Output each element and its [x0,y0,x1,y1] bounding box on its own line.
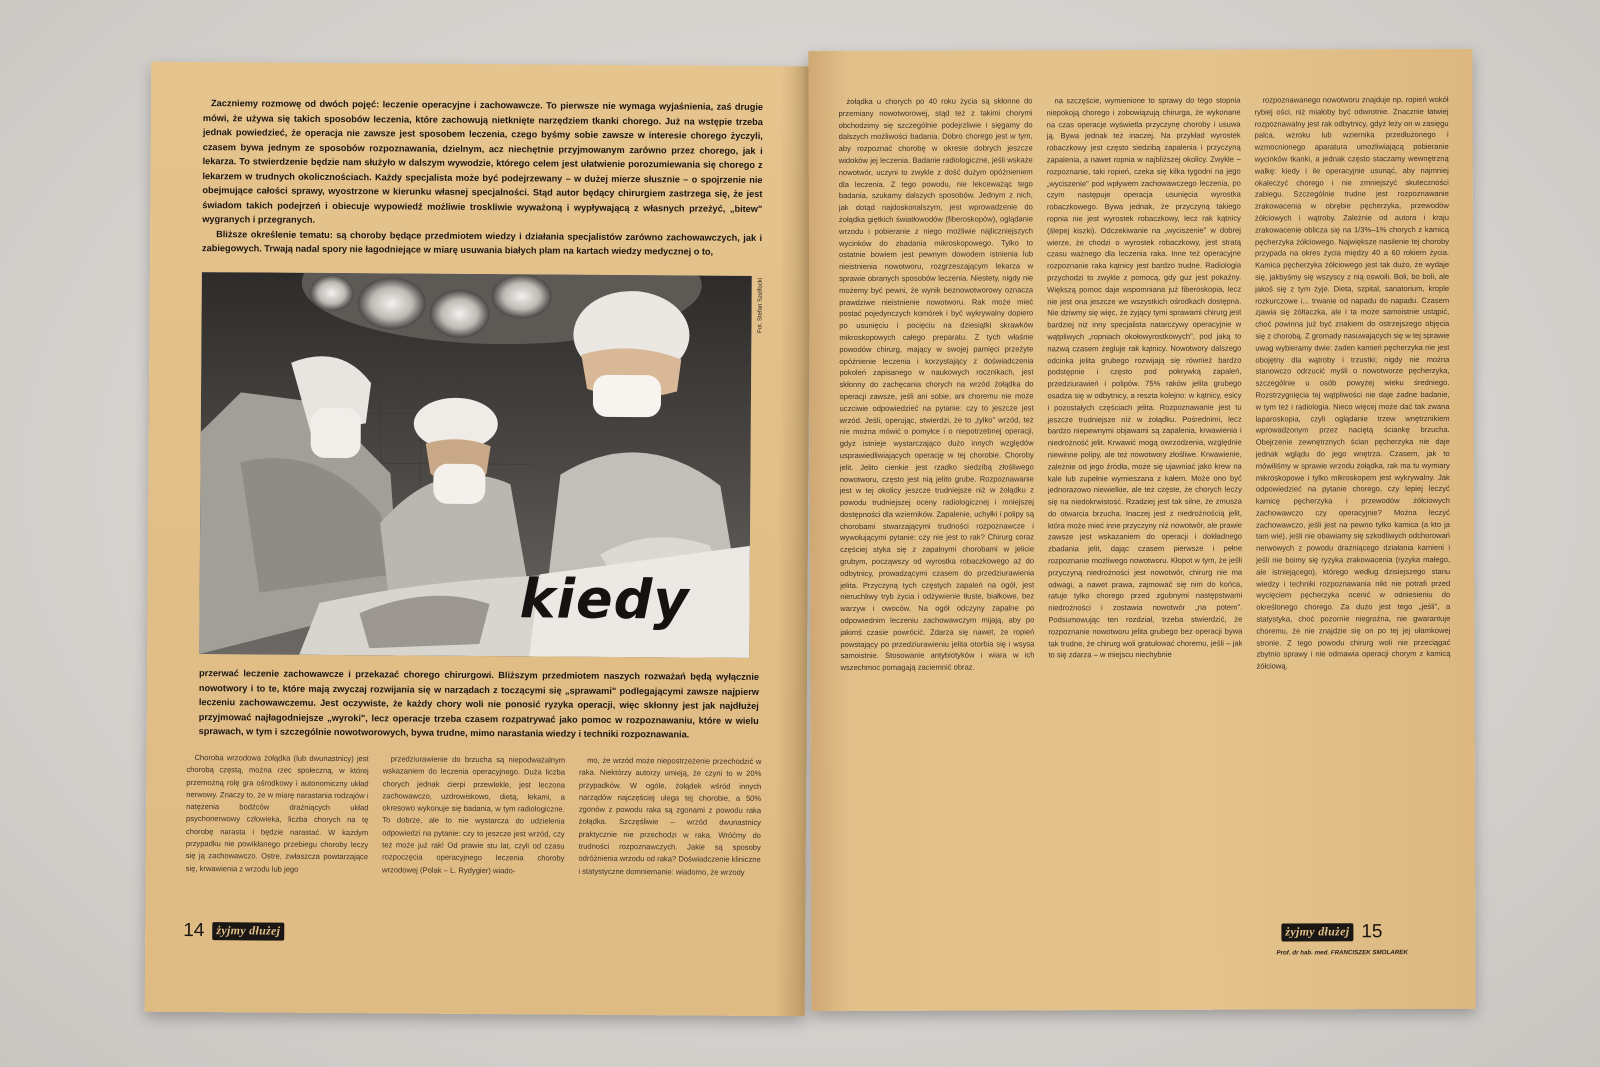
right-body-columns [838,94,1451,951]
subhead-paragraph: przerwać leczenie zachowawcze i przekazać chorego chirurgowi. Bliższym przedmiotem naszych rozważań będą wyłącznie nowotwory i to te, które mają zwyczaj rozwijania się w narządach z toczącymi się „sprawami" podlegającymi zawsze najpierw leczeniu zachowawczemu. Jest oczywiste, że każdy chory woli nie ponosić ryzyka operacji, więc skłonny jest jak najdłużej przyjmować najłagodniejsze „wyroki", lecz operacje trzeba czasem rozpatrywać jako pomoc w rozpoznawaniu, które w wielu sprawach, w tym i szczególnie nowotworowych, bywa trudne, mimo narastania wiedzy i techniki rozpoznawania. [198,668,760,740]
right-column-2: na szczęście, wymienione to sprawy do tego stopnia niepokoją chorego i zobowiązują chirurga, że wykonane na czas operacje wyświetla przyczynę choroby i usuwa ją. Bywa jednak też inaczej. Na przykład wyrostek robaczkowy jest często siedzibą zapalenia i przyczyną zapalenia, a nawet ropnia w najbliższej okolicy. Zwykle – rozpoznanie, taki ropień, czeka się kilka tygodni na jego „wyciszenie" pod wpływem zachowawczego leczenia, po czym następuje operacja usunięcia wyrostka robaczkowego. Bywa jednak, że przyczyną takiego ropnia nie jest wyrostek robaczkowy, lecz rak kątnicy (ślepej kiszki). Odczekiwanie na „wyciszenie" w dobrej wierze, że chodzi o wyrostek robaczkowy, jest stratą czasu ważnego dla leczenia raka. Inne też operacyjne rozpoznanie raka kątnicy jest bardzo trudne. Radiologia przychodzi to zwykle z pomocą, gdy guz jest pokaźny. Większą pomoc daje wspomniana już fiberoskopia, lecz nie jest ona jeszcze we wszystkich ośrodkach dostępna. Nie dziwmy się więc, że żyjący tymi sprawami chirurg jest bardziej niż inny specjalista natarczywy operacyjnie w wątpliwych „ropniach okołowyrostkowych", pod jaką to nazwą czasem żegluje rak kątnicy. Nowotwory dalszego odcinka jelita grubego rozwijają się również bardzo podstępnie i często pod pokrywką zapaleń, przedziurawień i polipów. 75% raków jelita grubego osadza się w odbytnicy, a reszta kolejno: w kątnicy, esicy i pozostałych częściach jelita. Rozpoznawanie jest tu jeszcze trudniejsze niż w żołądku. Pośrednimi, lecz bardzo niepewnymi objawami są zapalenia, krwawienia i niedrożność jelit. Krwawić mogą owrzodzenia, względnie niewinne polipy, ale też nowotwory złośliwe. Krwawienie, zależnie od jego źródła, może się ujawniać jako krew na kale lub zupełnie wymieszana z kałem. Może ono być jednorazowo niewielkie, ale też częste, że chorych leczy się na niedokrwistość. Rzadziej jest tak silne, że zmusza do otwarcia brzucha. Inaczej jest z niedrożnością jelit, która może mieć inne przyczyny niż nowotwór, ale prawie zawsze jest wskazaniem do operacji i dokładnego zbadania jelit, dając czasem pierwsze i pełne rozpoznanie możliwego nowotworu. Kłopot w tym, że jeśli przyczyną niedrożności jest nowotwór, chirurg nie ma odwagi, a nawet prawa, zajmować się nim do końca, ratuje tylko chorego przed zgubnymi następstwami niedrożności i zostawia nowotwór „na potem". Podsumowując ten rozdział, trzeba stwierdzić, że rozpoznanie nowotworu jelita grubego bez operacji bywa tak trudne, że chirurg woli gratulować choremu, jeśli – jak to się zdarza – w miejscu niechybnie [1046,95,1243,660]
lead-paragraph [202,96,763,259]
left-folio [183,920,284,943]
right-page [808,49,1475,1011]
page-number: 15 [1361,921,1383,943]
left-column-2: przedziurawienie do brzucha są niepodważalnym wskazaniem do leczenia operacyjnego. Duża liczba chorych jednak cierpi przewlekle, jest leczona zachowawczo, uzdrowiskowo, dietą, lekami, a okresowo wykonuje się badania, w tym radiologiczne. To dobrze, ale to nie wystarcza do udzielenia odpowiedzi na pytanie: czy to jeszcze jest wrzód, czy też może już rak! Od prawie stu lat, czyli od czasu rozpoczęcia operacyjnego leczenia choroby wrzodowej (Polak – L. Rydygier) wiado- [381,754,566,875]
left-page [145,62,812,1017]
magazine-logo: żyjmy dłużej [212,922,284,941]
headline: kiedy [519,567,690,632]
magazine-logo: żyjmy dłużej [1281,923,1353,941]
left-column-1: Choroba wrzodowa żołądka (lub dwunastnicy) jest chorobą częstą, można rzec społeczną, w której przemożną rolę gra ośrodkowy i autonomiczny układ nerwowy. Znaczy to, że w miarę narastania rodzajów i natężenia bodźców drażniących układ psychonerwowy człowieka, liczba chorych na tę chorobę narasta i będzie narastać. W każdym przypadku nie powikłanego przebiegu choroby leczy się ją zachowawczo. Ostre, zwłaszcza powtarzające się, krwawienia z wrzodu lub jego [185,753,369,874]
right-column-3: rozpoznawanego nowotworu znajduje np. ropień wokół rybiej ości, niż miałoby być odwrotnie. Znacznie łatwiej rozpoznawalny jest rak odbytnicy, gdyż leży on w zasięgu palca, wzroku lub wziernika przedłużonego i wzmocnionego aparatura umożliwiającą pobieranie wycinków tkanki, a jednak często staczamy wewnętrzną walkę: kiedy i ile operacyjnie usunąć, aby najmniej okaleczyć chorego i nie zmniejszyć skuteczności zabiegu. Szczególnie trudne jest rozpoznawanie zrakowacenia w obrębie pęcherzyka, przewodów żółciowych i wątroby. Zależnie od autora i kraju zrakowacenie oblicza się na 1/3%–1% chorych z kamicą pęcherzyka żółciowego. Największe nasilenie tej choroby przypada na okres życia między 40 a 60 rokiem życia. Kamica pęcherzyka żółciowego jest tak dużo, że wydaje się, jakbyśmy się wszyscy z nią oswoili. Boli, bo boli, ale jakoś się z tym żyje. Dieta, szpital, sanatorium, krople rozkurczowe i... trwanie od napadu do napadu. Czasem zjawia się żółtaczka, ale i ta może samoistnie ustąpić, choć powinna już być znakiem do ostrzejszego objęcia się z chorobą. Z gromady nasuwających się w tej sprawie uwag wybieramy dwie: żaden kamień pęcherzyka nie jest obojętny dla wątroby i trzustki; nigdy nie można stanowczo odrzucić myśli o nowotworze pęcherzyka, szczególnie u osób powyżej wieku średniego. Rozstrzygnięcia tej wątpliwości nie daje żadne badanie, w tym też i radiologia. Nieco więcej może dać tak zwana laparoskopia, czyli oglądanie trzew wnętrznikiem wprowadzonym przez naciętą ściankę brzucha. Obejrzenie zewnętrznych ścian pęcherzyka nie daje jednak wglądu do jego wnętrza. Czasem, jak to mówiliśmy w sprawie wrzodu żołądka, rak ma tu wymiary mikroskopowe i tylko mikroskopem jest wykrywalny. Jak odpowiedzieć na pytanie chorego, czy lepiej leczyć kamicę pęcherzyka i przewodów żółciowych zachowawczo czy operacyjnie? Można leczyć zachowawczo, jeśli jest na pewno tylko kamica (a kto ja tam wie), jeśli nie obawiamy się szkodliwych odchorowań nerwowych z powodu drażniącego działania kamieni i jeśli nie boimy się ryzyka zrakowacenia (ryzyka małego, ale istniejącego), którego według dzisiejszego stanu wiedzy i techniki rozpoznawania nikt nie potrafi przed wycięciem pęcherzyka ocenić w odniesieniu do określonego chorego. Za dużo jest tego „jeśli", a statystyka, choć pozornie niegroźna, nie gwarantuje choremu, że nie znajdzie się on po tej jej ułamkowej stronie. Z tego powodu chirurg woli nie przeciągać zbytnio sprawy i nie odmawia operacji chorym z kamicą żółciową. [1254,94,1451,671]
photo-credit: Fot. Stefan Szelfocki [757,277,764,334]
lead-text: Zaczniemy rozmowę od dwóch pojęć: leczenie operacyjne i zachowawcze. To pierwsze nie wymaga wyjaśnienia, zaś drugie mówi, że używa się takich sposobów leczenia, które zachowują nietknięte narzędziem tkanki chorego. Już na wstępie trzeba jednak powiedzieć, że operacja nie zawsze jest sposobem leczenia, czego byśmy sobie zawsze w interesie chorego życzyli, czasem bywa jednym ze sposobów rozpoznawania, dzielnym, acz niechętnie przyjmowanym zarówno przez chorego, jak i lekarza. To stwierdzenie będzie nam służyło w dalszym wywodzie, którego celem jest ułatwienie porozumiewania się chorego z lekarzem w trudnych okolicznościach. Każdy specjalista może być podejrzewany – w dużej mierze słusznie – o spojrzenie nie obejmujące całości sprawy, wyostrzone w kierunku własnej specjalności. Stąd autor będący chirurgiem zastrzega się, że jest świadom takich podejrzeń i obiecuje wypowiedź możliwie troskliwie wyważoną i wypływającą z własnych przeżyć, „bitew" wygranych i przegranych. [202,98,764,225]
page-number: 14 [183,919,205,942]
right-column-1: żołądka u chorych po 40 roku życia są skłonne do przemiany nowotworowej, stąd też z takimi chorymi obchodzimy się szczególnie podejrzliwie i sięgamy do dalszych możliwości badania. Dobro chorego jest w tym, aby rozpoznać chorobę w okresie dobrych jeszcze widoków jej leczenia. Badanie radiologiczne, jeśli wskaże nowotwór, uczyni to zwykle z dość dużym opóźnieniem dla leczenia. Z tego powodu, nie lekceważąc tego badania, szukamy dalszych sposobów. Jednym z nich, jak dotąd najdoskonalszym, jest wprowadzenie do żołądka giętkich światłowodów (fiberoskopów), oglądanie wrzodu i pobieranie z niego możliwie najliczniejszych wycinków do zbadania mikroskopowego. Tylko to ostatnie bowiem jest pewnym dowodem istnienia lub nieistnienia nowotworu, rozgrzeszającym lekarza w sprawie obranych sposobów leczenia. Niestety, nigdy nie możemy być pewni, że wynik beznowotworowy oznacza prawdziwe nieistnienie nowotworu. Rak może mieć postać pojedynczych komórek i być wykrywalny dopiero po usunięciu i pocięciu na dziesiątki skrawków mikroskopowych całego preparatu. Z tych właśnie powodów chirurg, mający w swojej pamięci przeżyte opóźnienie leczenia i korzystający z doświadczenia pokoleń zapisanego w naukowych rocznikach, jest skłonny do zachęcania chorych na wrzód żołądka do operacji zawsze, jeśli ani sobie, ani choremu nie może uczciwie odpowiedzieć na pytanie: czy to jeszcze jest wrzód. Jeśli, operując, stwierdzi, że to „tylko" wrzód, też nie można mówić o pomyłce i o niepotrzebnej operacji, gdyż istnieje wystarczająco dużo innych względów usprawiedliwiających operację w tej chorobie. Choroby jelit. Jelito cienkie jest rzadko siedzibą złośliwego nowotworu, często jest nią jelito grube. Rozpoznawanie jest w tej okolicy jeszcze trudniejsze niż w żołądku z powodu trudniejszej oceny radiologicznej i mniejszej dostępności dla wzierników. Zapalenie, uchyłki i polipy są chorobami stwarzającymi trudności rozpoznawcze i wywołującymi pytanie: czy nie jest to rak? Chirurg coraz częściej styka się z zapalnymi chorobami w jelicie grubym, począwszy od wyrostka robaczkowego aż do odbytnicy, prowadzącymi czasem do przedziurawienia jelita. Przyczyną tych częstych zapaleń na ogół, jest nieruchliwy tryb życia i odżywienie tłuste, białkowe, bez warzyw i owoców. Na ogół odczyny zapalne po odpowiednim leczeniu zachowawczym mijają, aby po jakimś czasie powrócić. Zdarza się nawet, że ropień powstający po przedziurawieniu jelita otorbia się i wsysa samoistnie. Stosowanie antybiotyków i wiara w ich wszechmoc pomagają zaciemnić obraz. [838,96,1035,673]
lead-text-2: Bliższe określenie tematu: są choroby będące przedmiotem wiedzy i działania specjalistów zarówno zachowawczych, jak i zabiegowych. Trwają nadal spory nie łagodniejące w miarę usuwania białych plam na kartach wiedzy medycznej o to, [201,228,763,257]
left-column-3: mo, że wrzód może niepostrzeżenie przechodzić w raka. Niektórzy autorzy umieją, że czyni to w 20% przypadków. W ogóle, żołądek wśród innych narządów najczęściej ulega tej chorobie, a 50% zgonów z powodu raka są zgonami z powodu raka żołądka. Szczęśliwie – wrzód dwunastnicy praktycznie nie przechodzi w raka. Wróćmy do trudności rozpoznawczych. Jakie są sposoby odróżnienia wrzodu od raka? Doświadczenie kliniczne i statystyczne domniemanie: wiadomo, że wrzody [578,755,762,877]
right-folio [1281,921,1382,943]
left-body-columns [185,752,761,941]
author-byline: Prof. dr hab. med. FRANCISZEK SMOLAREK [1276,949,1408,957]
